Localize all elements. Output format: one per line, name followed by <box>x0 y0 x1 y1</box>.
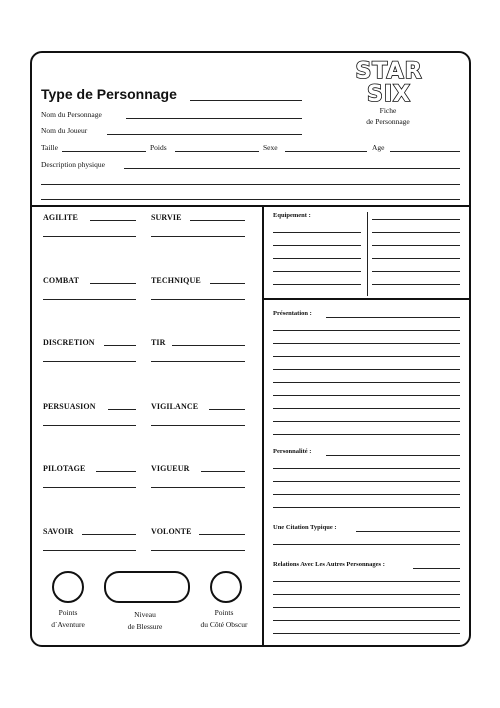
skill-agilite: AGILITE <box>43 213 78 222</box>
weight-label: Poids <box>150 143 167 152</box>
player-field[interactable] <box>107 134 302 135</box>
size-label: Taille <box>41 143 58 152</box>
survie-value[interactable] <box>190 220 245 221</box>
equipment-line[interactable] <box>372 232 460 233</box>
volonte-value[interactable] <box>199 534 245 535</box>
relations-line[interactable] <box>273 594 460 595</box>
equipment-line[interactable] <box>372 284 460 285</box>
skill-survie: SURVIE <box>151 213 182 222</box>
relations-line[interactable] <box>273 620 460 621</box>
skill-tir: TIR <box>151 338 166 347</box>
personality-line[interactable] <box>273 481 460 482</box>
dark-side-label-1: Points <box>214 608 234 617</box>
presentation-line[interactable] <box>273 343 460 344</box>
presentation-line[interactable] <box>273 369 460 370</box>
adventure-points-circle[interactable] <box>52 571 84 603</box>
personality-line[interactable] <box>273 468 460 469</box>
personality-line[interactable] <box>273 507 460 508</box>
description-line[interactable] <box>41 184 460 185</box>
persuasion-value[interactable] <box>108 409 136 410</box>
savoir-line[interactable] <box>43 550 136 551</box>
name-label: Nom du Personnage <box>41 110 102 119</box>
savoir-value[interactable] <box>82 534 136 535</box>
age-field[interactable] <box>390 151 460 152</box>
presentation-line[interactable] <box>273 421 460 422</box>
equipment-line[interactable] <box>273 245 361 246</box>
agilite-value[interactable] <box>90 220 136 221</box>
description-line[interactable] <box>41 199 460 200</box>
discretion-value[interactable] <box>104 345 136 346</box>
technique-value[interactable] <box>210 283 245 284</box>
quote-label: Une Citation Typique : <box>273 524 337 531</box>
quote-line[interactable] <box>273 544 460 545</box>
skill-volonte: VOLONTE <box>151 527 192 536</box>
equipment-line[interactable] <box>372 219 460 220</box>
dark-side-points-circle[interactable] <box>210 571 242 603</box>
wound-label-2: de Blessure <box>127 622 163 631</box>
combat-value[interactable] <box>90 283 136 284</box>
age-label: Age <box>372 143 385 152</box>
relations-line[interactable] <box>273 633 460 634</box>
agilite-line[interactable] <box>43 236 136 237</box>
presentation-line[interactable] <box>273 356 460 357</box>
adventure-label-1: Points <box>58 608 78 617</box>
star-six-logo <box>345 58 435 108</box>
logo-subtitle-2: de Personnage <box>366 117 410 126</box>
relations-line[interactable] <box>273 607 460 608</box>
skill-pilotage: PILOTAGE <box>43 464 86 473</box>
skill-combat: COMBAT <box>43 276 80 285</box>
quote-line[interactable] <box>356 531 460 532</box>
description-field[interactable] <box>124 168 460 169</box>
persuasion-line[interactable] <box>43 425 136 426</box>
presentation-line[interactable] <box>273 434 460 435</box>
vigueur-line[interactable] <box>151 487 245 488</box>
skill-technique: TECHNIQUE <box>151 276 201 285</box>
personality-line[interactable] <box>273 494 460 495</box>
right-section-divider <box>263 298 470 300</box>
vigueur-value[interactable] <box>201 471 245 472</box>
logo-subtitle-1: Fiche <box>379 106 397 115</box>
discretion-line[interactable] <box>43 361 136 362</box>
presentation-line[interactable] <box>273 395 460 396</box>
technique-line[interactable] <box>151 299 245 300</box>
weight-field[interactable] <box>175 151 259 152</box>
sex-field[interactable] <box>285 151 367 152</box>
equipment-column-divider <box>367 212 368 296</box>
skill-persuasion: PERSUASION <box>43 402 96 411</box>
skill-vigilance: VIGILANCE <box>151 402 199 411</box>
logo-line2: SIX <box>367 82 411 107</box>
presentation-line[interactable] <box>273 382 460 383</box>
relations-label: Relations Avec Les Autres Personnages : <box>273 561 385 568</box>
size-field[interactable] <box>62 151 146 152</box>
relations-line[interactable] <box>413 568 460 569</box>
adventure-label-2: d´Aventure <box>51 620 85 629</box>
relations-line[interactable] <box>273 581 460 582</box>
dark-side-label-2: du Côté Obscur <box>200 620 248 629</box>
equipment-line[interactable] <box>273 232 361 233</box>
presentation-line[interactable] <box>273 330 460 331</box>
combat-line[interactable] <box>43 299 136 300</box>
player-label: Nom du Joueur <box>41 126 88 135</box>
equipment-line[interactable] <box>273 284 361 285</box>
survie-line[interactable] <box>151 236 245 237</box>
equipment-line[interactable] <box>372 271 460 272</box>
tir-value[interactable] <box>172 345 245 346</box>
pilotage-value[interactable] <box>96 471 136 472</box>
column-divider <box>262 206 264 645</box>
wound-label-1: Niveau <box>134 610 156 619</box>
tir-line[interactable] <box>151 361 245 362</box>
presentation-label: Présentation : <box>273 310 312 317</box>
sex-label: Sexe <box>263 143 278 152</box>
wound-level-box[interactable] <box>104 571 190 603</box>
equipment-line[interactable] <box>372 258 460 259</box>
section-divider <box>31 205 470 207</box>
personality-line[interactable] <box>326 455 460 456</box>
equipment-line[interactable] <box>273 271 361 272</box>
skill-discretion: DISCRETION <box>43 338 95 347</box>
character-sheet <box>30 51 471 647</box>
pilotage-line[interactable] <box>43 487 136 488</box>
logo-line1: STAR <box>355 59 423 84</box>
vigilance-line[interactable] <box>151 425 245 426</box>
type-field[interactable] <box>190 100 302 101</box>
personality-label: Personnalité : <box>273 448 312 455</box>
equipment-label: Equipement : <box>273 212 311 219</box>
description-label: Description physique <box>41 160 105 169</box>
presentation-line[interactable] <box>273 408 460 409</box>
skill-savoir: SAVOIR <box>43 527 74 536</box>
equipment-line[interactable] <box>273 258 361 259</box>
page-title: Type de Personnage <box>41 86 177 102</box>
equipment-line[interactable] <box>372 245 460 246</box>
skill-vigueur: VIGUEUR <box>151 464 190 473</box>
vigilance-value[interactable] <box>209 409 245 410</box>
presentation-line[interactable] <box>326 317 460 318</box>
name-field[interactable] <box>126 118 302 119</box>
volonte-line[interactable] <box>151 550 245 551</box>
